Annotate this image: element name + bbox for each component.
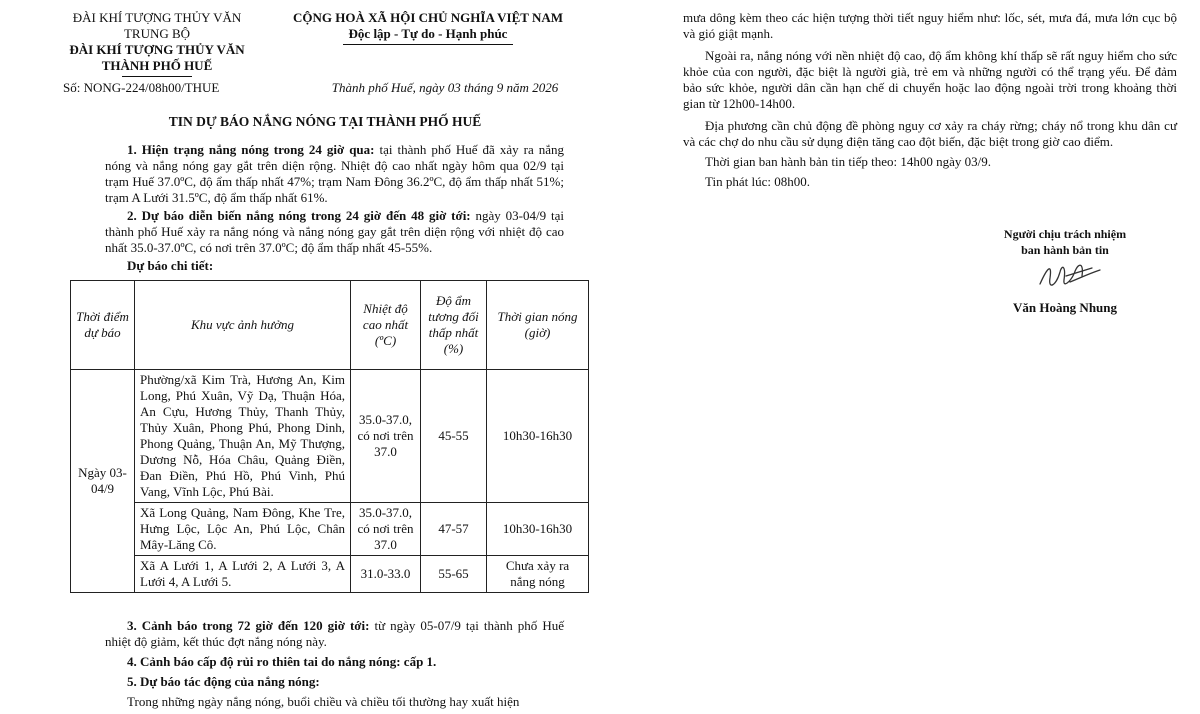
agency-main-2: THÀNH PHỐ HUẾ — [101, 58, 213, 73]
section-1-text: tại thành phố Huế đã xảy ra nắng nóng và nắng nóng gay gắt trên diện rộng. Nhiệt độ cao nhất ngày hôm qua 02/9 tại trạm Huế 37.0ºC, độ ẩm thấp nhất 47%; trạm Nam Đông 36.2ºC, độ ẩm thấp nhất 51%; trạm A Lưới 31.5ºC, độ ẩm thấp nhất 61%. — [105, 142, 564, 205]
document-date: Thành phố Huế, ngày 03 tháng 9 năm 2026 — [331, 80, 559, 95]
cell-humidity: 47-57 — [421, 503, 487, 556]
cell-temp: 35.0-37.0, có nơi trên 37.0 — [351, 503, 421, 556]
section-5-heading: 5. Dự báo tác động của nắng nóng: — [127, 674, 320, 689]
signature-role-2: ban hành bản tin — [1021, 243, 1109, 257]
right-paragraph-5: Tin phát lúc: 08h00. — [705, 174, 810, 189]
left-body — [105, 142, 564, 274]
lower-body — [105, 618, 564, 710]
cell-hours: Chưa xảy ra nắng nóng — [487, 556, 589, 593]
right-paragraph-3: Địa phương cần chủ động đề phòng nguy cơ xảy ra cháy rừng; cháy nổ trong khu dân cư và các chợ do nhu cầu sử dụng điện tăng cao đột biến, đặc biệt trong giờ cao điểm. — [683, 118, 1177, 149]
document-number: Số: NONG-224/08h00/THUE — [63, 80, 220, 95]
cell-humidity: 45-55 — [421, 370, 487, 503]
motto-underline — [343, 44, 513, 45]
handwritten-signature — [1030, 256, 1110, 296]
table-row — [71, 503, 589, 556]
table-header-row — [71, 281, 589, 370]
cell-temp: 31.0-33.0 — [351, 556, 421, 593]
cell-area: Xã A Lưới 1, A Lưới 2, A Lưới 3, A Lưới 4, A Lưới 5. — [135, 556, 351, 593]
section-2-heading: 2. Dự báo diễn biến nắng nóng trong 24 giờ đến 48 giờ tới: — [127, 208, 471, 223]
forecast-table — [70, 280, 589, 593]
section-3-text: từ ngày 05-07/9 tại thành phố Huế nhiệt độ giảm, kết thúc đợt nắng nóng này. — [105, 618, 564, 649]
nation-header — [278, 10, 578, 45]
header-area: Khu vực ảnh hưởng — [135, 281, 351, 370]
cell-area: Xã Long Quảng, Nam Đông, Khe Tre, Hưng Lộc, Lộc An, Phú Lộc, Chân Mây-Lăng Cô. — [135, 503, 351, 556]
header-time: Thời điểm dự báo — [71, 281, 135, 370]
agency-main-1: ĐÀI KHÍ TƯỢNG THỦY VĂN — [69, 42, 245, 57]
detail-heading: Dự báo chi tiết: — [127, 258, 214, 273]
cell-area: Phường/xã Kim Trà, Hương An, Kim Long, Phú Xuân, Vỹ Dạ, Thuận Hóa, An Cựu, Hương Thủy, Thanh Thủy, Thủy Xuân, Phong Phú, Phong Dinh, Phong Quảng, Thuận An, Mỹ Thượng, Dương Nỗ, Hóa Châu, Quảng Điền, Đan Điền, Phú Hồ, Phú Vinh, Phú Vang, Vĩnh Lộc, Phú Bài. — [135, 370, 351, 503]
agency-header — [62, 10, 252, 77]
cell-humidity: 55-65 — [421, 556, 487, 593]
section-3-heading: 3. Cảnh báo trong 72 giờ đến 120 giờ tới: — [127, 618, 370, 633]
section-3 — [105, 618, 564, 650]
nation-name: CỘNG HOÀ XÃ HỘI CHỦ NGHĨA VIỆT NAM — [292, 10, 564, 25]
table-row — [71, 556, 589, 593]
agency-underline — [122, 76, 192, 77]
section-2-text: ngày 03-04/9 tại thành phố Huế xảy ra nắng nóng và nắng nóng gay gắt trên diện rộng với nhiệt độ cao nhất 35.0-37.0ºC, có nơi trên 37.0ºC; độ ẩm thấp nhất 45-55%. — [105, 208, 564, 255]
cell-hours: 10h30-16h30 — [487, 370, 589, 503]
header-hours: Thời gian nóng (giờ) — [487, 281, 589, 370]
signer-name: Văn Hoàng Nhung — [1012, 300, 1118, 315]
header-humidity: Độ ẩm tương đối thấp nhất (%) — [421, 281, 487, 370]
cell-day: Ngày 03-04/9 — [71, 370, 135, 593]
section-2 — [105, 208, 564, 256]
document-title: TIN DỰ BÁO NẮNG NÓNG TẠI THÀNH PHỐ HUẾ — [168, 114, 482, 129]
section-5-text: Trong những ngày nắng nóng, buổi chiều và chiều tối thường hay xuất hiện — [127, 694, 520, 709]
cell-hours: 10h30-16h30 — [487, 503, 589, 556]
signature-role-1: Người chịu trách nhiệm — [1003, 227, 1127, 241]
right-paragraph-4: Thời gian ban hành bản tin tiếp theo: 14h00 ngày 03/9. — [705, 154, 991, 169]
section-4-heading: 4. Cảnh báo cấp độ rủi ro thiên tai do nắng nóng: cấp 1. — [127, 654, 437, 669]
signature-role — [990, 226, 1140, 258]
table-row — [71, 370, 589, 503]
nation-motto: Độc lập - Tự do - Hạnh phúc — [348, 26, 508, 41]
right-paragraph-2: Ngoài ra, nắng nóng với nền nhiệt độ cao, độ ẩm không khí thấp sẽ rất nguy hiểm cho sức khỏe của con người, đặc biệt là người già, trẻ em và những người có thể trạng yếu. Để đảm bảo sức khỏe, người dân cần hạn chế di chuyển hoặc lao động ngoài trời trong khoảng thời gian từ 12h00-14h00. — [683, 48, 1177, 111]
right-body — [683, 10, 1177, 190]
header-temp: Nhiệt độ cao nhất (ºC) — [351, 281, 421, 370]
cell-temp: 35.0-37.0, có nơi trên 37.0 — [351, 370, 421, 503]
right-paragraph-1: mưa dông kèm theo các hiện tượng thời tiết nguy hiểm như: lốc, sét, mưa đá, mưa lớn cục bộ và gió giật mạnh. — [683, 10, 1177, 41]
section-1 — [105, 142, 564, 206]
section-1-heading: 1. Hiện trạng nắng nóng trong 24 giờ qua: — [127, 142, 375, 157]
agency-top-1: ĐÀI KHÍ TƯỢNG THỦY VĂN — [72, 10, 242, 25]
agency-top-2: TRUNG BỘ — [123, 26, 191, 41]
